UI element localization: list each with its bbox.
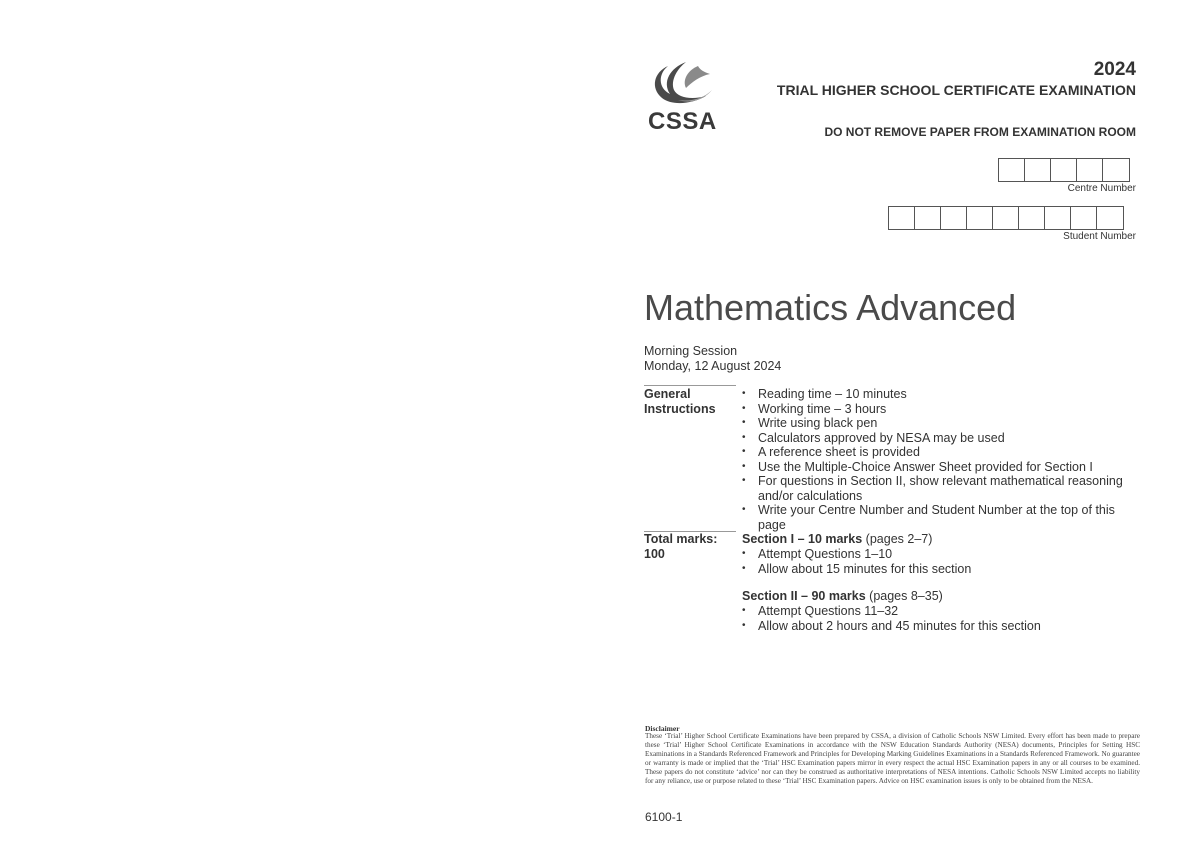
- disclaimer-text: These ‘Trial’ Higher School Certificate Examinations have been prepared by CSSA, a division of Catholic Schools NSW Limited. Every effort has been made to prepare these ‘Trial’ Higher School Certificate Examinations in accordance with the NSW Education Standards Authority (NESA) documents, Principles for Setting HSC Examinations in a Standards Referenced Framework and Principles for Developing Marking Guidelines Examinations in a Standards Referenced Framework. No guarantee or warranty is made or implied that the ‘Trial’ HSC Examination papers mirror in every respect the actual HSC Examination papers in any or all courses to be examined. These papers do not constitute ‘advice’ nor can they be construed as authoritative interpretations of NESA intentions. Catholic Schools NSW Limited accepts no liability for any reliance, use or purpose related to these ‘Trial’ HSC Examination papers. Advice on HSC examination issues is only to be obtained from the NESA.: [645, 732, 1140, 785]
- student-number-cell[interactable]: [889, 207, 915, 229]
- list-item: • Calculators approved by NESA may be used: [742, 431, 1142, 446]
- exam-title: TRIAL HIGHER SCHOOL CERTIFICATE EXAMINATION: [776, 82, 1136, 98]
- section-2-heading: Section II – 90 marks (pages 8–35): [742, 589, 943, 603]
- centre-number-label: Centre Number: [1067, 183, 1136, 194]
- centre-number-cell[interactable]: [1077, 159, 1103, 181]
- list-item: • Attempt Questions 11–32: [742, 604, 1041, 619]
- list-item: • Write your Centre Number and Student Number at the top of this page: [742, 503, 1142, 532]
- session-date: Monday, 12 August 2024: [644, 358, 782, 373]
- session-info: [644, 344, 781, 373]
- exam-year: 2024: [1093, 59, 1136, 80]
- subject-title: Mathematics Advanced: [644, 287, 1017, 328]
- exam-notice: DO NOT REMOVE PAPER FROM EXAMINATION ROOM: [824, 125, 1136, 139]
- centre-number-cell[interactable]: [1051, 159, 1077, 181]
- student-number-cell[interactable]: [1045, 207, 1071, 229]
- divider: [644, 385, 736, 386]
- centre-number-cell[interactable]: [1025, 159, 1051, 181]
- centre-number-boxes[interactable]: [998, 158, 1130, 182]
- section-1-heading: Section I – 10 marks (pages 2–7): [742, 532, 933, 546]
- session-name: Morning Session: [644, 344, 738, 358]
- student-number-cell[interactable]: [1019, 207, 1045, 229]
- section-1-list: [742, 547, 971, 576]
- student-number-cell[interactable]: [1071, 207, 1097, 229]
- list-item: • Use the Multiple-Choice Answer Sheet provided for Section I: [742, 460, 1142, 475]
- section-2-list: [742, 604, 1041, 633]
- list-item: • Reading time – 10 minutes: [742, 387, 1142, 402]
- centre-number-cell[interactable]: [1103, 159, 1129, 181]
- general-instructions-label: General Instructions: [644, 387, 716, 416]
- student-number-label: Student Number: [1063, 231, 1136, 242]
- cssa-logo: [646, 60, 716, 138]
- centre-number-cell[interactable]: [999, 159, 1025, 181]
- student-number-cell[interactable]: [915, 207, 941, 229]
- student-number-cell[interactable]: [993, 207, 1019, 229]
- cssa-swirl-icon: [648, 60, 714, 110]
- list-item: • Working time – 3 hours: [742, 402, 1142, 417]
- list-item: • Write using black pen: [742, 416, 1142, 431]
- list-item: • Allow about 2 hours and 45 minutes for this section: [742, 619, 1041, 634]
- paper-code: 6100-1: [645, 810, 683, 824]
- disclaimer-title: Disclaimer: [645, 724, 680, 733]
- list-item: • For questions in Section II, show relevant mathematical reasoning and/or calculations: [742, 474, 1142, 503]
- total-marks-label: Total marks: 100: [644, 532, 718, 561]
- logo-text: CSSA: [648, 108, 717, 135]
- student-number-cell[interactable]: [967, 207, 993, 229]
- student-number-boxes[interactable]: [888, 206, 1124, 230]
- list-item: • A reference sheet is provided: [742, 445, 1142, 460]
- student-number-cell[interactable]: [941, 207, 967, 229]
- general-instructions-list: [742, 387, 1142, 532]
- list-item: • Allow about 15 minutes for this section: [742, 562, 971, 577]
- student-number-cell[interactable]: [1097, 207, 1123, 229]
- list-item: • Attempt Questions 1–10: [742, 547, 971, 562]
